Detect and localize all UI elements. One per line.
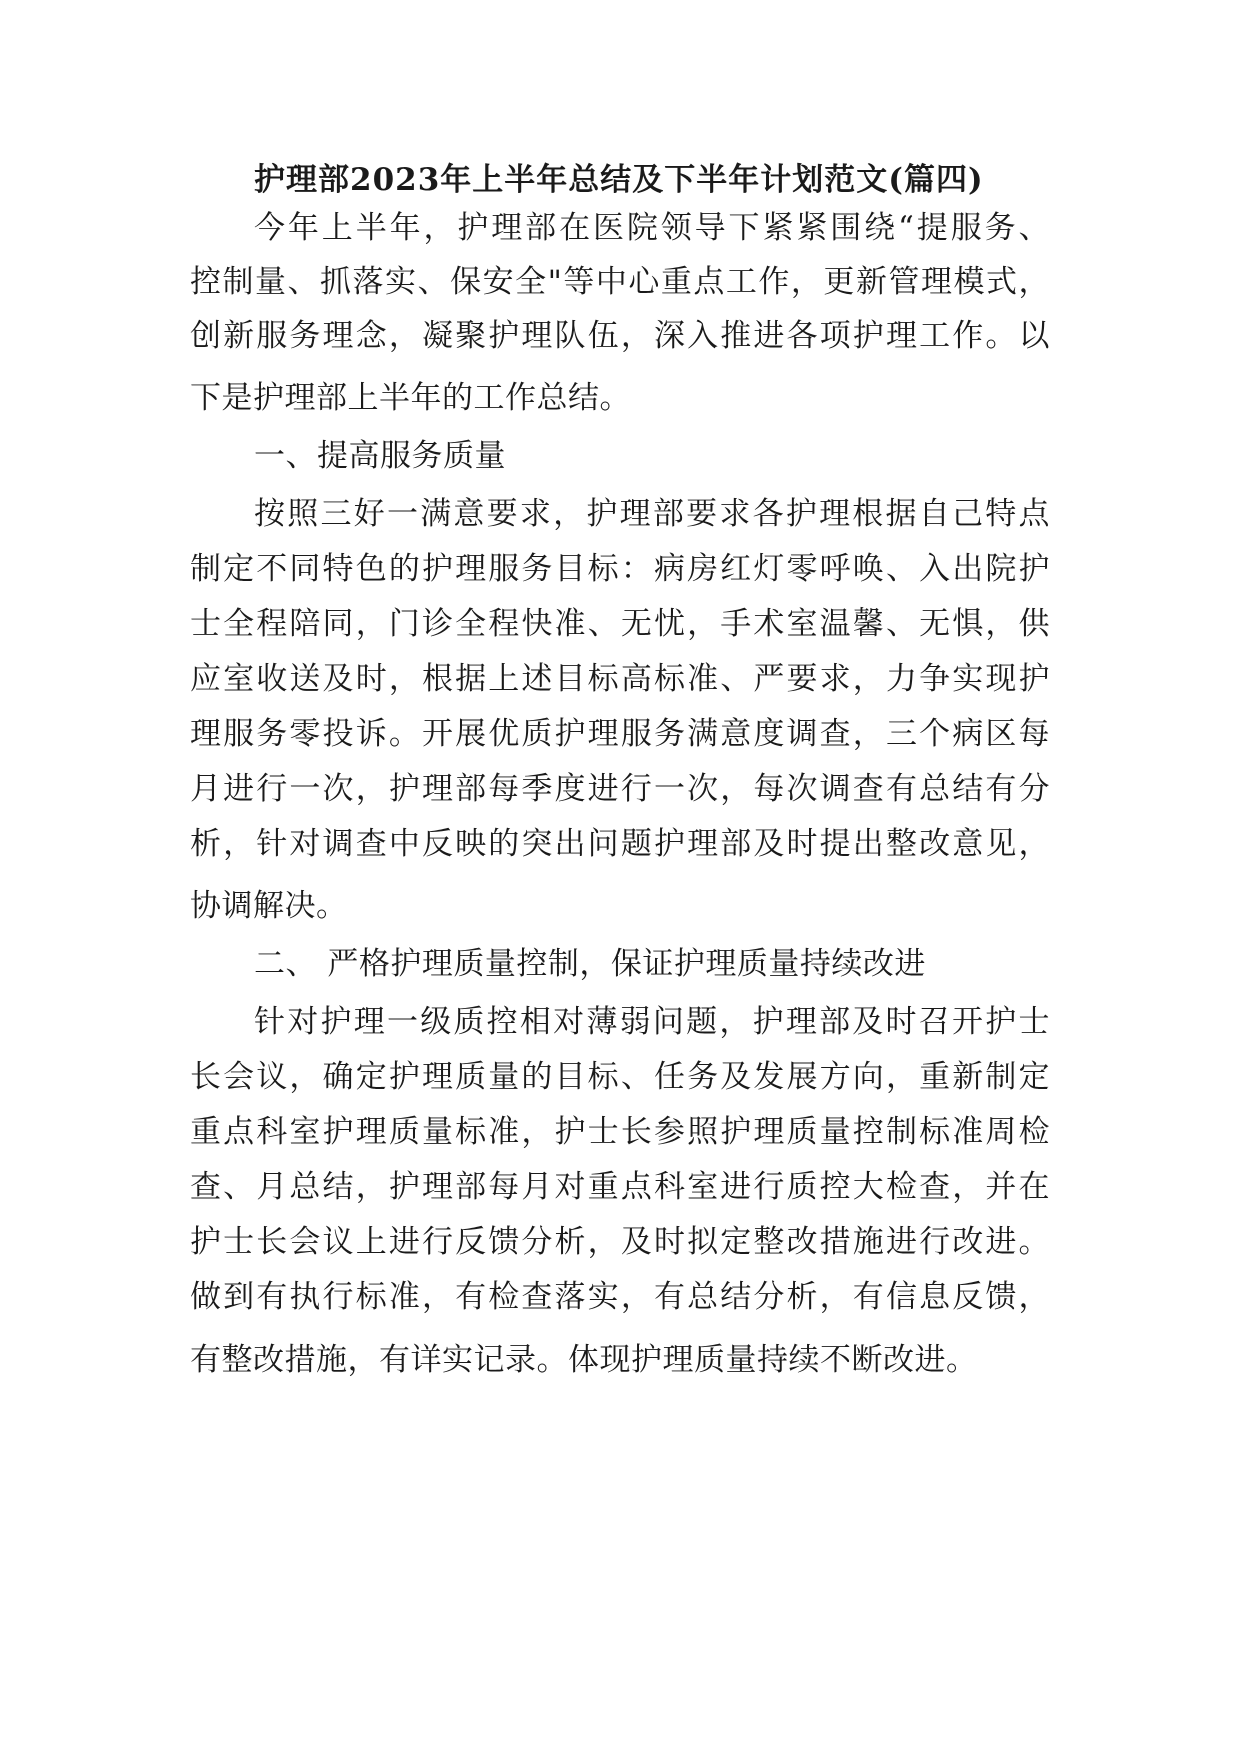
section-2-line-5: 护士长会议上进行反馈分析，及时拟定整改措施进行改进。 — [190, 1224, 1050, 1260]
section-1-line-1: 按照三好一满意要求，护理部要求各护理根据自己特点 — [254, 496, 1050, 532]
intro-line-2: 控制量、抓落实、保安全"等中心重点工作，更新管理模式， — [190, 264, 1050, 300]
intro-line-3: 创新服务理念，凝聚护理队伍，深入推进各项护理工作。以 — [190, 318, 1050, 354]
section-1-line-4: 应室收送及时，根据上述目标高标准、严要求，力争实现护 — [190, 661, 1050, 697]
section-1-line-6: 月进行一次，护理部每季度进行一次，每次调查有总结有分 — [190, 771, 1050, 807]
section-heading-2: 二、 严格护理质量控制，保证护理质量持续改进 — [254, 946, 926, 982]
section-1-line-2: 制定不同特色的护理服务目标：病房红灯零呼唤、入出院护 — [190, 551, 1050, 587]
section-2-line-3: 重点科室护理质量标准，护士长参照护理质量控制标准周检 — [190, 1114, 1050, 1150]
intro-line-1: 今年上半年，护理部在医院领导下紧紧围绕“提服务、 — [254, 210, 1050, 246]
section-2-line-6: 做到有执行标准，有检查落实，有总结分析，有信息反馈， — [190, 1279, 1050, 1315]
section-2-line-2: 长会议，确定护理质量的目标、任务及发展方向，重新制定 — [190, 1059, 1050, 1095]
section-heading-1: 一、提高服务质量 — [254, 438, 506, 474]
section-1-line-5: 理服务零投诉。开展优质护理服务满意度调查，三个病区每 — [190, 716, 1050, 752]
section-2-line-4: 查、月总结，护理部每月对重点科室进行质控大检查，并在 — [190, 1169, 1050, 1205]
section-1-line-8: 协调解决。 — [190, 888, 348, 924]
section-1-line-7: 析，针对调查中反映的突出问题护理部及时提出整改意见， — [190, 826, 1050, 862]
section-1-line-3: 士全程陪同，门诊全程快准、无忧，手术室温馨、无惧，供 — [190, 606, 1050, 642]
section-2-line-7: 有整改措施，有详实记录。体现护理质量持续不断改进。 — [190, 1342, 978, 1378]
document-title: 护理部2023年上半年总结及下半年计划范文(篇四) — [254, 162, 984, 198]
intro-line-4: 下是护理部上半年的工作总结。 — [190, 380, 631, 416]
section-2-line-1: 针对护理一级质控相对薄弱问题，护理部及时召开护士 — [254, 1004, 1050, 1040]
